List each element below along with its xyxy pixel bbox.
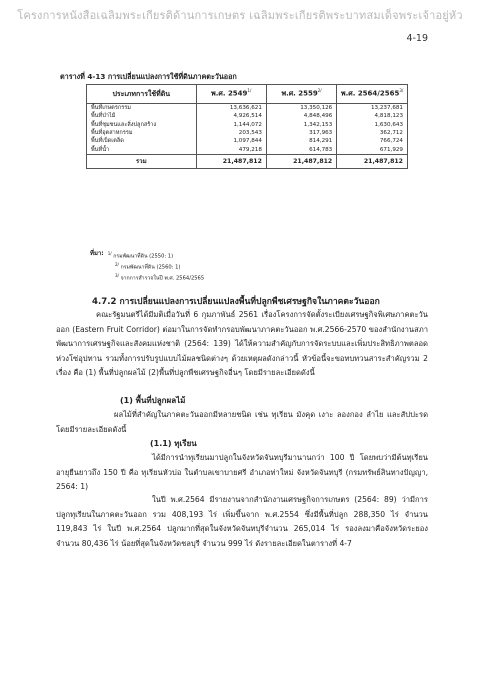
row-value-2559: 4,848,496 (266, 112, 336, 120)
row-value-2564: 1,630,643 (337, 121, 408, 129)
section-heading: 4.7.2 การเปลี่ยนแปลงการเปลี่ยนแปลงพื้นที่ปลูกพืชเศรษฐกิจในภาคตะวันออก (92, 297, 380, 307)
row-name: พื้นที่ป่าไม้ (87, 112, 197, 120)
row-value-2549: 4,926,514 (196, 112, 266, 120)
running-header: โครงการหนังสือเฉลิมพระเกียรติด้านการเกษตร เฉลิมพระเกียรติพระบาทสมเด็จพระเจ้าอยู่หัว (17, 9, 463, 22)
sources-label: ที่มา: (90, 250, 104, 257)
table-header-row (87, 85, 408, 104)
paragraph-durian-area: ในปี พ.ศ.2564 มีรายงานจากสำนักงานเศรษฐกิจการเกษตร (2564: 89) ว่ามีการปลูกทุเรียนในภาคตะวันออก รวม 408,193 ไร่ เพิ่มขึ้นจาก พ.ศ.2554 ซึ่งมีพื้นที่ปลูก 288,350 ไร่ จำนวน 119,843 ไร่ ในปี พ.ศ.2564 ปลูกมากที่สุดในจังหวัดจันทบุรีจำนวน 265,014 ไร่ รองลงมาคือจังหวัดระยอง จำนวน 80,436 ไร่ น้อยที่สุดในจังหวัดชลบุรี จำนวน 999 ไร่ ดังรายละเอียดในตารางที่ 4-7 (56, 495, 428, 548)
table-row (87, 145, 408, 154)
paragraph-intro: คณะรัฐมนตรีได้มีมติเมื่อวันที่ 6 กุมภาพันธ์ 2561 เรื่องโครงการจัดตั้งระเบียงเศรษฐกิจพิเศษภาคตะวันออก (Eastern Fruit Corridor) ต่อมาในการจัดทำกรอบพัฒนาภาคตะวันออก พ.ศ.2566-2570 ของสำนักงานสภาพัฒนาการเศรษฐกิจและสังคมแห่งชาติ (2564: 139) ได้ให้ความสำคัญกับการจัดระบบและเพิ่มประสิทธิภาพตลอดห่วงโซ่อุปทาน รวมทั้งการปรับรูปแบบไม้ผลชนิดต่างๆ ด้วยเหตุผลดังกล่าวนี้ หัวข้อนี้จะขอทบทวนสาระสำคัญรวม 2 เรื่อง คือ (1) พื้นที่ปลูกผลไม้ (2)พื้นที่ปลูกพืชเศรษฐกิจอื่นๆ โดยมีรายละเอียดดังนี้ (56, 310, 428, 378)
row-value-2559: 614,783 (266, 145, 336, 154)
table-sources (90, 250, 204, 283)
row-value-2564: 4,818,123 (337, 112, 408, 120)
row-name: พื้นที่เกษตรกรรม (87, 104, 197, 113)
table-caption: ตารางที่ 4-13 การเปลี่ยนแปลงการใช้ที่ดินภาคตะวันออก (60, 72, 237, 81)
source-text: จากการสำรวจในปี พ.ศ. 2564/2565 (120, 276, 205, 283)
row-name: พื้นที่อุตสาหกรรม (87, 129, 197, 137)
row-value-2549: 1,144,072 (196, 121, 266, 129)
table-row (87, 121, 408, 129)
total-value-2559: 21,487,812 (266, 154, 336, 168)
paragraph-fruits: ผลไม้ที่สำคัญในภาคตะวันออกมีหลายชนิด เช่น ทุเรียน มังคุด เงาะ ลองกอง ลำไย และสัปปะรด โดยมีรายละเอียดดังนี้ (56, 410, 428, 434)
table-row (87, 112, 408, 120)
land-use-table (86, 84, 408, 169)
total-label: รวม (87, 154, 197, 168)
row-value-2559: 814,291 (266, 137, 336, 145)
header-category: ประเภทการใช้ที่ดิน (87, 85, 197, 104)
row-name: พื้นที่น้ำ (87, 145, 197, 154)
row-value-2564: 362,712 (337, 129, 408, 137)
row-value-2549: 479,218 (196, 145, 266, 154)
table-row (87, 137, 408, 145)
header-year-2564: พ.ศ. $2564/2565^{3/}$ (337, 85, 408, 104)
row-name: พื้นที่เบ็ดเตล็ด (87, 137, 197, 145)
row-value-2559: 1,342,153 (266, 121, 336, 129)
header-year-2549: พ.ศ. $2549^{1/}$ (196, 85, 266, 104)
source-item: $^{3/}$ จากการสำรวจในปี พ.ศ. 2564/2565 (115, 273, 205, 283)
subheading-fruit-area: (1) พื้นที่ปลูกผลไม้ (120, 396, 186, 405)
subheading-durian: (1.1) ทุเรียน (150, 439, 197, 448)
row-value-2564: 671,929 (337, 145, 408, 154)
table-row (87, 104, 408, 113)
total-value-2564: 21,487,812 (337, 154, 408, 168)
row-value-2549: 1,097,844 (196, 137, 266, 145)
header-year-2559: พ.ศ. $2559^{2/}$ (266, 85, 336, 104)
total-value-2549: 21,487,812 (196, 154, 266, 168)
table-row (87, 129, 408, 137)
row-value-2564: 13,237,681 (337, 104, 408, 113)
source-text: กรมพัฒนาที่ดิน (2560: 1) (120, 264, 181, 271)
row-name: พื้นที่ชุมชนและสิ่งปลูกสร้าง (87, 121, 197, 129)
row-value-2549: 203,543 (196, 129, 266, 137)
table-total-row (87, 154, 408, 168)
paragraph-durian-history: ได้มีการนำทุเรียนมาปลูกในจังหวัดจันทบุรีมานานกว่า 100 ปี โดยพบว่ามีต้นทุเรียนอายุยืนยาวถึง 150 ปี คือ ทุเรียนหัวบ่อ ในตำบลเขาบายศรี อำเภอท่าใหม่ จังหวัดจันทบุรี (กรมทรัพย์สินทางปัญญา, 2564: 1) (56, 453, 428, 492)
page-number: 4-19 (406, 33, 428, 44)
row-value-2549: 13,636,621 (196, 104, 266, 113)
source-item: $^{2/}$ กรมพัฒนาที่ดิน (2560: 1) (115, 262, 181, 271)
row-value-2564: 766,724 (337, 137, 408, 145)
source-item: ที่มา: $^{1/}$ กรมพัฒนาที่ดิน (2550: 1) (90, 250, 174, 260)
row-value-2559: 317,963 (266, 129, 336, 137)
row-value-2559: 13,350,126 (266, 104, 336, 113)
source-text: กรมพัฒนาที่ดิน (2550: 1) (113, 253, 174, 260)
